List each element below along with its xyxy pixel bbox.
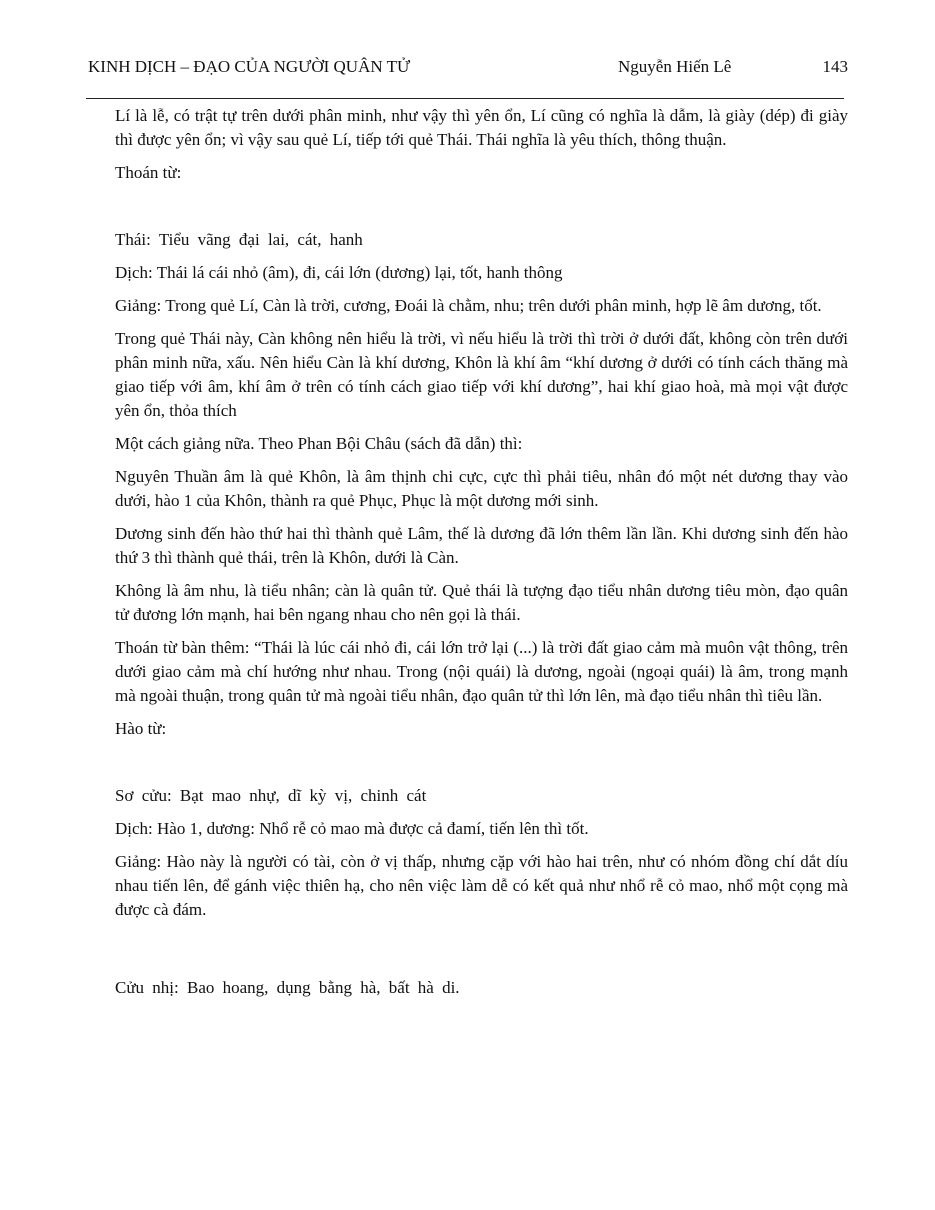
page-body (115, 104, 848, 1009)
thoan-tu-explanation: Giảng: Trong quẻ Lí, Càn là trời, cương, Đoái là chằm, nhu; trên dưới phân minh, hợp lẽ âm dương, tốt. (115, 296, 822, 315)
so-cuu-explanation: Giảng: Hào này là người có tài, còn ở vị thấp, nhưng cặp với hào hai trên, như có nhóm đồng chí dắt díu nhau tiến lên, để gánh việc thiên hạ, cho nên việc làm dễ có kết quả như nhổ rễ cỏ mao, nhổ một cọng mà được cà đám. (115, 852, 848, 919)
header-divider (86, 98, 844, 99)
paragraph-nguyen-thuan: Nguyên Thuần âm là quẻ Khôn, là âm thịnh chi cực, cực thì phải tiêu, nhân đó một nét dương thay vào dưới, hào 1 của Khôn, thành ra quẻ Phục, Phục là một dương mới sinh. (115, 467, 848, 510)
paragraph-mot-cach-giang: Một cách giảng nữa. Theo Phan Bội Châu (sách đã dẫn) thì: (115, 434, 523, 453)
spacer (115, 194, 848, 228)
author-name: Nguyễn Hiến Lê (618, 57, 732, 76)
page-header (88, 57, 848, 81)
heading-hao-tu: Hào từ: (115, 719, 167, 738)
paragraph-trong-que-thai: Trong quẻ Thái này, Càn không nên hiểu là trời, vì nếu hiểu là trời thì trời ở dưới đất, không còn trên dưới phân minh nữa, xấu. Nên hiểu Càn là khí dương, Khôn là khí âm “khí dương ở dưới có tính cách thăng mà giao tiếp với âm, khí âm ở trên có tính cách giao tiếp với khí dương”, hai khí giao hoà, mà mọi vật được yên ổn, thỏa thích (115, 329, 848, 420)
thoan-tu-translation: Dịch: Thái lá cái nhỏ (âm), đi, cái lớn (dương) lại, tốt, hanh thông (115, 263, 563, 282)
paragraph-duong-sinh: Dương sinh đến hào thứ hai thì thành quẻ Lâm, thế là dương đã lớn thêm lần lần. Khi dương sinh đến hào thứ 3 thì thành quẻ thái, trên là Khôn, dưới là Càn. (115, 524, 848, 567)
thoan-tu-text: Thái: Tiểu vãng đại lai, cát, hanh (115, 230, 363, 249)
book-title: KINH DỊCH – ĐẠO CỦA NGƯỜI QUÂN TỬ (88, 57, 411, 76)
heading-thoan-tu: Thoán từ: (115, 163, 182, 182)
spacer (115, 750, 848, 784)
paragraph-khong: Không là âm nhu, là tiểu nhân; càn là quân tử. Quẻ thái là tượng đạo tiểu nhân dương tiêu mòn, đạo quân tử đương lớn mạnh, hai bên ngang nhau cho nên gọi là thái. (115, 581, 848, 624)
so-cuu-translation: Dịch: Hào 1, dương: Nhổ rễ cỏ mao mà được cả đamí, tiến lên thì tốt. (115, 819, 589, 838)
spacer (115, 931, 848, 976)
so-cuu-text: Sơ cửu: Bạt mao nhự, dĩ kỳ vị, chinh cát (115, 786, 427, 805)
cuu-nhi-text: Cửu nhị: Bao hoang, dụng bằng hà, bất hà di. (115, 978, 460, 997)
paragraph-thoan-tu-ban-them: Thoán từ bàn thêm: “Thái là lúc cái nhỏ đi, cái lớn trở lại (...) là trời đất giao cảm mà muôn vật thông, trên dưới giao cảm mà chí hướng như nhau. Trong (nội quái) là dương, ngoài (ngoại quái) là âm, trong mạnh mà ngoài thuận, trong quân tử mà ngoài tiểu nhân, đạo quân tử thì lớn lên, mà đạo tiểu nhân thì tiêu lần. (115, 638, 848, 705)
page-number: 143 (822, 57, 848, 76)
paragraph-intro: Lí là lễ, có trật tự trên dưới phân minh, như vậy thì yên ổn, Lí cũng có nghĩa là dẫm, là giày (dép) đi giày thì được yên ổn; vì vậy sau quẻ Lí, tiếp tới quẻ Thái. Thái nghĩa là yêu thích, thông thuận. (115, 106, 848, 149)
